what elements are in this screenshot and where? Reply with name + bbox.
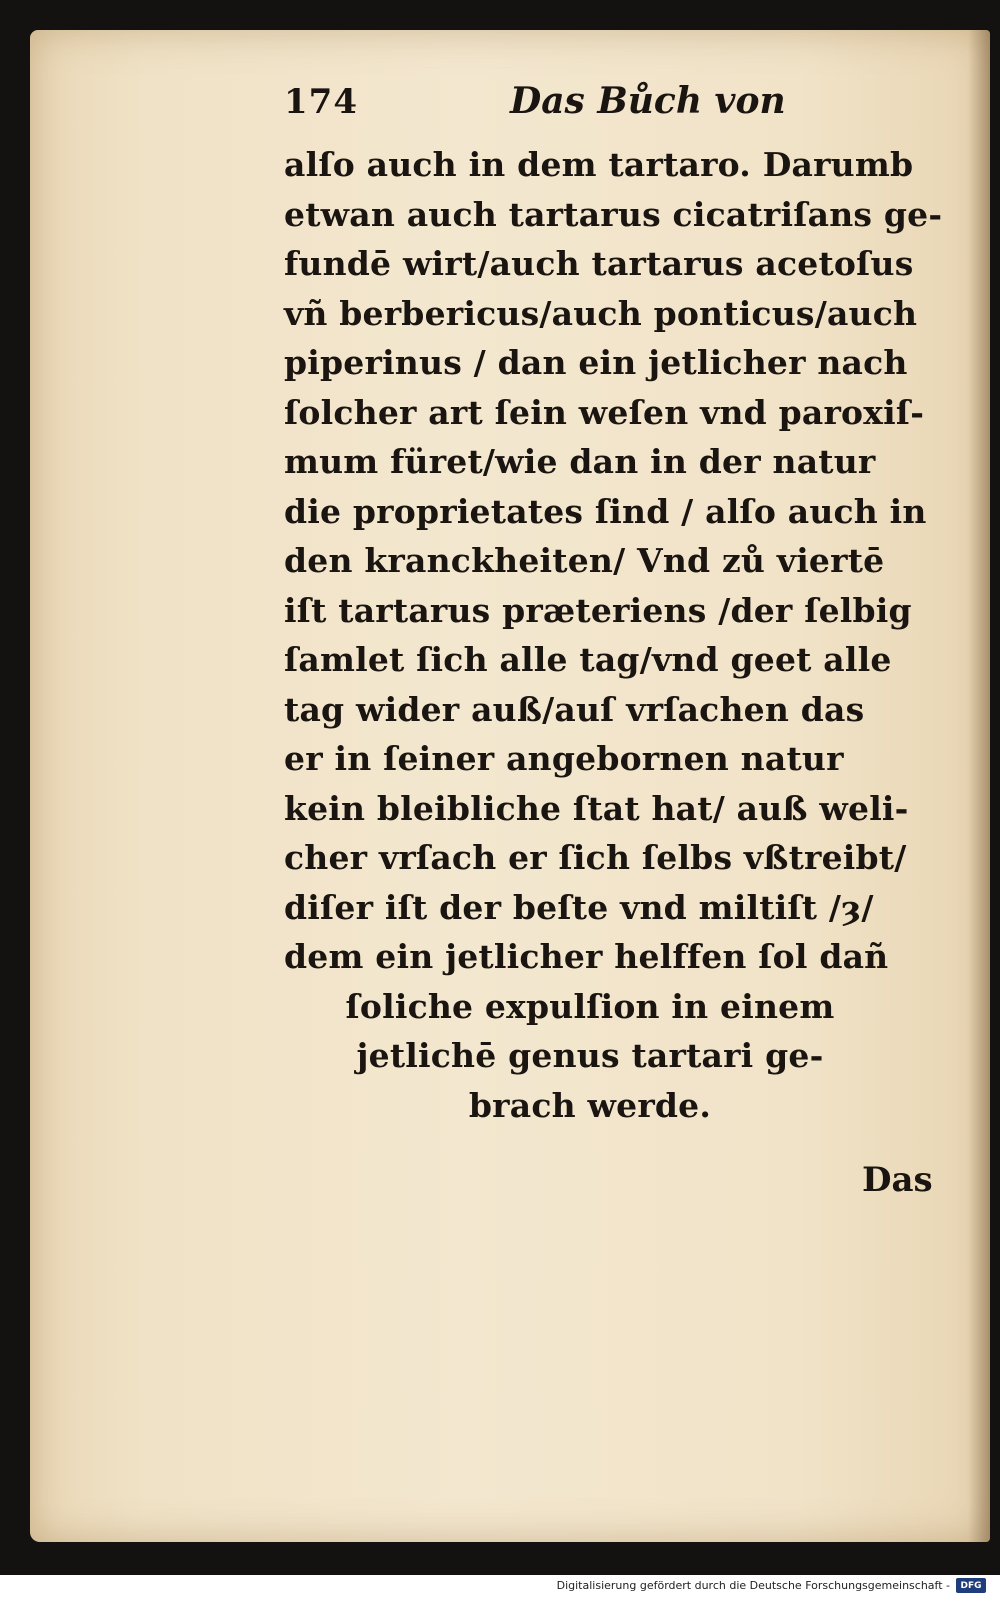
text-line: piperinus / dan ein jetlicher nach — [284, 343, 908, 382]
text-line: etwan auch tartarus cicatriſans ge- — [284, 194, 943, 234]
closing-paragraph — [284, 982, 974, 1131]
text-line: die proprietates ſind / alſo auch in — [284, 491, 927, 531]
text-line: fundē wirt/auch tartarus acetoſus — [284, 244, 914, 283]
page-text-block — [284, 80, 974, 1130]
text-line: alſo auch in dem tartaro. Darumb — [284, 145, 914, 184]
closing-line: ſoliche expulſion in einem — [345, 986, 835, 1026]
text-line: ſolcher art ſein weſen vnd paroxiſ- — [284, 392, 925, 432]
text-line: ſamlet ſich alle tag/vnd geet alle — [284, 640, 892, 679]
body-text — [284, 140, 974, 982]
text-line: mum füret/wie dan in der natur — [284, 442, 876, 481]
text-line: den kranckheiten/ Vnd zů viertē — [284, 541, 885, 580]
running-head — [284, 80, 974, 140]
digitization-footer — [0, 1575, 1000, 1599]
text-line: er in ſeiner angebornen natur — [284, 739, 844, 778]
text-line: iſt tartarus præteriens /der ſelbig — [284, 590, 912, 630]
dfg-logo: DFG — [956, 1578, 986, 1593]
closing-line: jetlichē genus tartari ge- — [356, 1036, 824, 1075]
text-line: cher vrſach er ſich ſelbs vßtreibt/ — [284, 838, 907, 877]
running-title: Das Bůch von — [509, 80, 786, 122]
closing-line: brach werde. — [468, 1085, 712, 1125]
text-line: dem ein jetlicher helffen ſol dañ — [284, 937, 889, 976]
page-number: 174 — [284, 82, 358, 122]
text-line: vñ berbericus/auch ponticus/auch — [284, 293, 918, 333]
funding-credit: Digitalisierung gefördert durch die Deutsche Forschungsgemeinschaft - — [556, 1579, 950, 1592]
text-line: kein bleibliche ſtat hat/ auß weli- — [284, 788, 909, 828]
text-line: diſer iſt der beſte vnd miltiſt /ȝ/ — [284, 887, 874, 927]
text-line: tag wider auß/auſ vrſachen das — [284, 689, 865, 729]
catchword: Das — [862, 1160, 933, 1200]
